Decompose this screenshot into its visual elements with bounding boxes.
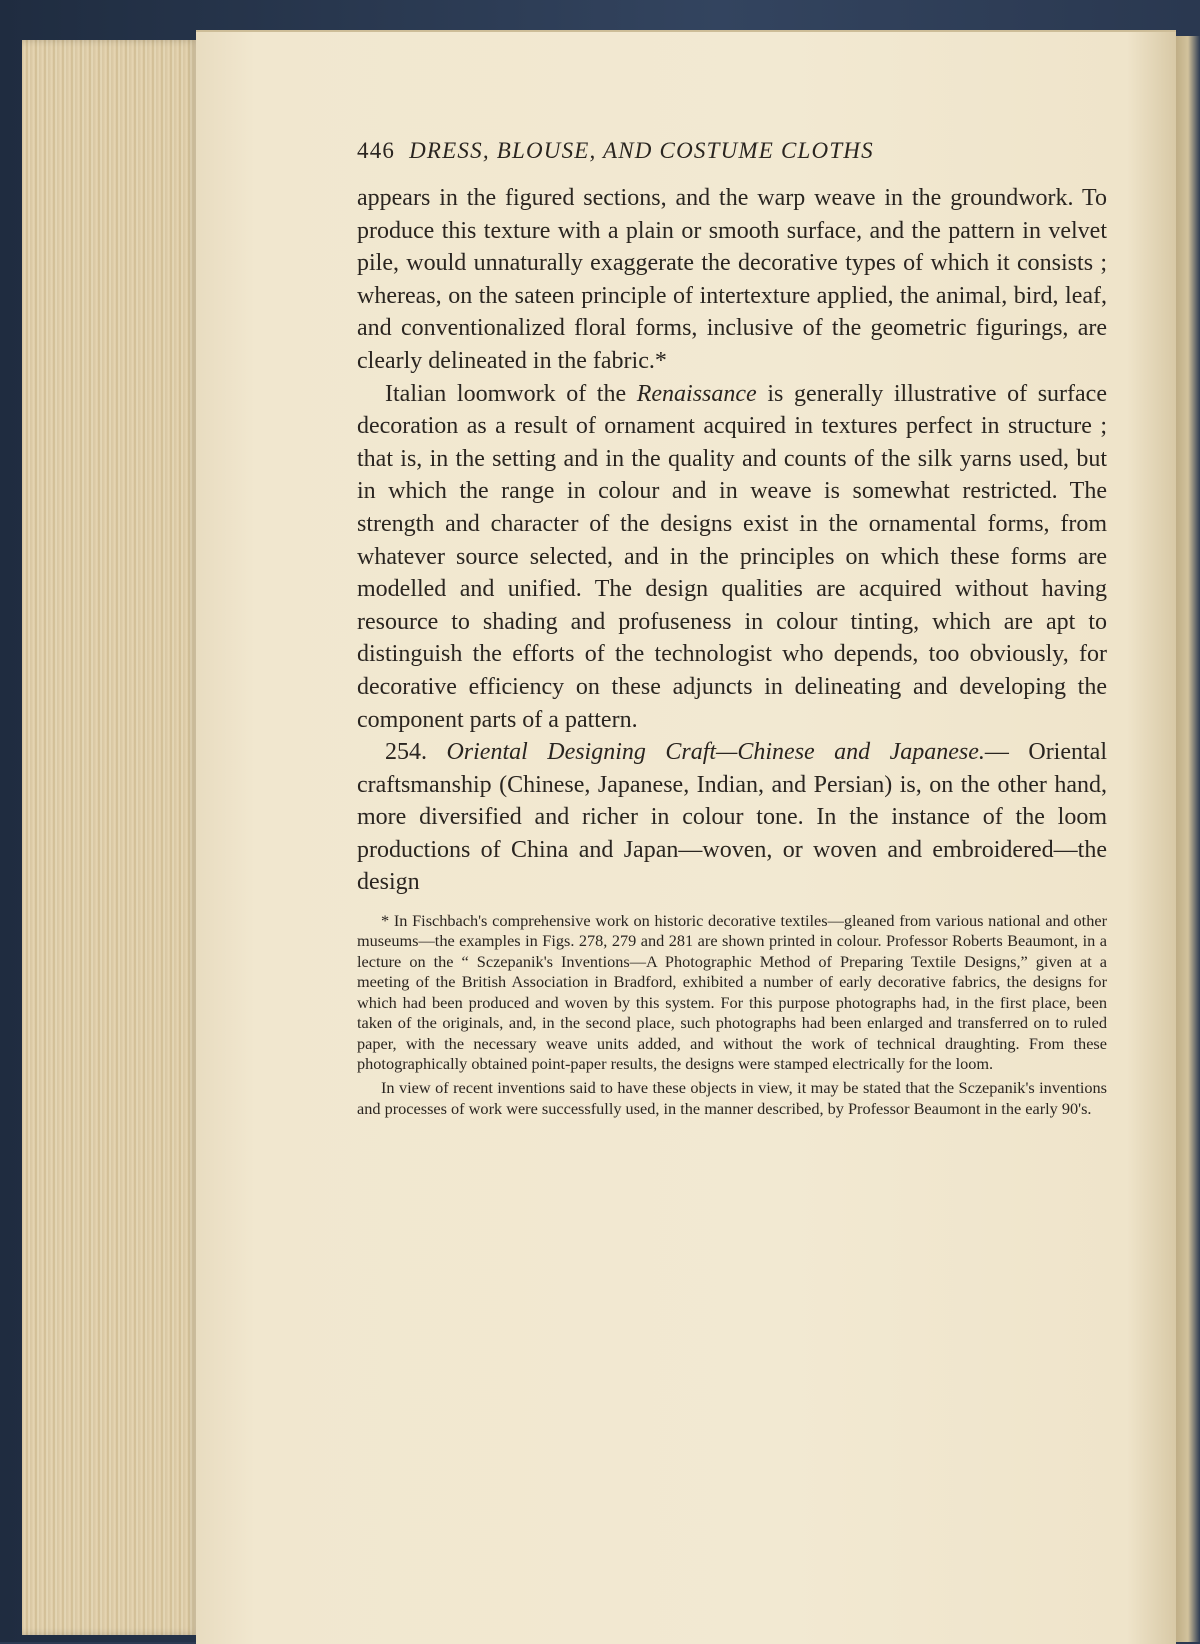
section-heading: Oriental Designing Craft—Chinese and Japanese. — [446, 739, 985, 766]
page-gutter — [1176, 36, 1200, 1642]
running-title: DRESS, BLOUSE, AND COSTUME CLOTHS — [409, 138, 874, 163]
paragraph-2-rest: is generally illustrative of surface decoration as a result of ornament acquired in textures perfect in structure ; that is, in the setting and in the quality and counts of the silk yarns used, but in which the range in colour and in weave is somewhat restricted. The strength and character of the designs exist in the ornamental forms, from whatever source selected, and in the principles on which these forms are modelled and unified. The design qualities are acquired without having resource to shading and profuseness in colour tinting, which are apt to distinguish the efforts of the technologist who depends, too obviously, for decorative efficiency on these adjuncts in delineating and developing the component parts of a pattern. — [357, 380, 1107, 733]
section-number: 254. — [385, 739, 447, 766]
paragraph-2-italic: Renaissance — [636, 380, 757, 407]
body-text — [357, 182, 1107, 899]
page-number: 446 — [357, 138, 396, 163]
paragraph-2-start: Italian loomwork of the — [385, 380, 637, 407]
page-edges — [22, 40, 200, 1635]
footnote-1: * In Fischbach's comprehensive work on historic decorative textiles—gleaned from various national and other museums—the examples in Figs. 278, 279 and 281 are shown printed in colour. Professor Roberts Beaumont, in a lecture on the “ Sczepanik's Inventions—A Photographic Method of Preparing Textile Designs,” given at a meeting of the British Association in Bradford, exhibited a number of early decorative fabrics, the designs for which had been produced and woven by this system. For this purpose photographs had, in the first place, been taken of the originals, and, in the second place, such photographs had been enlarged and transferred on to ruled paper, with the necessary weave units added, and without the work of technical draughting. From these photographically obtained point-paper results, the designs were stamped electrically for the loom. — [357, 911, 1107, 1073]
paragraph-2 — [357, 378, 1107, 737]
footnote-2: In view of recent inventions said to have these objects in view, it may be stated that the Sczepanik's inventions and processes of work were successfully used, in the manner described, by Professor Beaumont in the early 90's. — [357, 1078, 1107, 1118]
paragraph-3-rest: — Oriental craftsmanship (Chinese, Japanese, Indian, and Persian) is, on the other hand, more diversified and richer in colour tone. In the instance of the loom productions of China and Japan—woven, or woven and embroidered—the design — [357, 739, 1107, 896]
book-page — [196, 30, 1176, 1644]
page-content — [357, 138, 1107, 1119]
footnotes — [357, 911, 1107, 1119]
running-head — [357, 138, 1107, 164]
paragraph-1: appears in the figured sections, and the warp weave in the groundwork. To produce this texture with a plain or smooth surface, and the pattern in velvet pile, would unnaturally exaggerate the decorative types of which it consists ; whereas, on the sateen principle of intertexture applied, the animal, bird, leaf, and conventionalized floral forms, inclusive of the geometric figurings, are clearly delineated in the fabric.* — [357, 185, 1107, 374]
paragraph-3 — [357, 736, 1107, 899]
